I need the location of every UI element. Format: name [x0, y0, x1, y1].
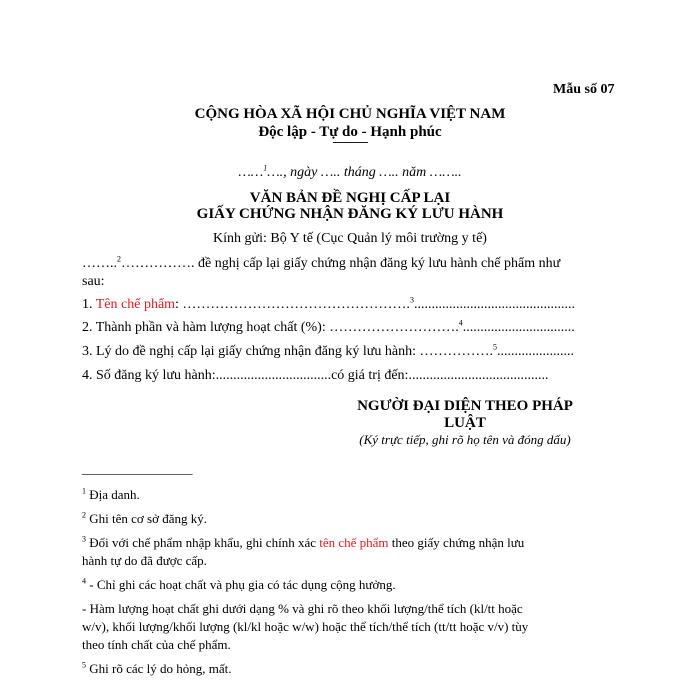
item-3-reason	[82, 344, 574, 360]
form-number: Mẫu số 07	[553, 82, 615, 97]
footnote-3-line2: hành tự do đã được cấp.	[82, 553, 207, 568]
item-2-text: 2. Thành phần và hàm lượng hoạt chất (%): ……………………….	[82, 320, 459, 335]
footnote-3-number: 3	[82, 534, 86, 544]
item-1-dots-2: ..............................................	[413, 297, 575, 312]
footnote-4-number: 4	[82, 576, 86, 586]
footnote-5-number: 5	[82, 660, 86, 670]
footnote-2	[82, 511, 207, 527]
footnote-2-number: 2	[82, 510, 86, 520]
footnote-ref-1: 1	[263, 163, 268, 173]
recipient: Kính gửi: Bộ Y tế (Cục Quản lý môi trường y tế)	[213, 231, 487, 246]
applicant-dots: ……..	[82, 256, 117, 271]
footnote-ref-2: 2	[117, 254, 121, 264]
motto: Độc lập - Tự do - Hạnh phúc	[258, 124, 442, 140]
item-3-text: 3. Lý do đề nghị cấp lại giấy chứng nhận đăng ký lưu hành: …………….	[82, 344, 493, 359]
item-3-dots-2: ......................	[497, 344, 574, 359]
footnote-4b-line2: w/v), khối lượng/khối lượng (kl/kl hoặc w/w) hoặc thể tích/thể tích (tt/tt hoặc v/v) tùy	[82, 619, 529, 634]
footnote-3-text-end: theo giấy chứng nhận lưu	[388, 535, 525, 550]
date-text: …., ngày ….. tháng ….. năm ……..	[267, 165, 462, 180]
footnote-1-number: 1	[82, 486, 86, 496]
signature-title-line1: NGƯỜI ĐẠI DIỆN THEO PHÁP	[357, 398, 573, 414]
signature-note: (Ký trực tiếp, ghi rõ họ tên và đóng dấu)	[359, 432, 571, 447]
product-name-label: Tên chế phẩm	[95, 297, 176, 312]
country-name: CỘNG HÒA XÃ HỘI CHỦ NGHĨA VIỆT NAM	[194, 106, 506, 122]
footnote-1-text: Địa danh.	[86, 487, 140, 502]
footnote-5-text: Ghi rõ các lý do hỏng, mất.	[86, 661, 232, 676]
footnote-ref-3: 3	[409, 295, 414, 305]
item-2-dots-2: ................................	[462, 320, 575, 335]
item-2-ingredients	[82, 320, 575, 336]
applicant-continuation: sau:	[82, 274, 105, 289]
footnote-4	[82, 577, 396, 593]
applicant-line	[82, 256, 560, 272]
footnote-3-highlight: tên chế phẩm	[319, 535, 389, 550]
footnote-separator: _________________	[82, 461, 193, 476]
motto-rule: ---------------	[332, 137, 368, 148]
item-1-dots: : ………………………………………….	[175, 297, 410, 312]
item-1-product-name	[82, 297, 575, 313]
footnote-4-text: - Chỉ ghi các hoạt chất và phụ gia có tác dụng cộng hưởng.	[86, 577, 396, 592]
document-title-line2: GIẤY CHỨNG NHẬN ĐĂNG KÝ LƯU HÀNH	[196, 206, 504, 222]
footnote-3-text: Đối với chế phẩm nhập khẩu, ghi chính xác	[86, 535, 320, 550]
footnote-1	[82, 487, 140, 503]
item-1-number: 1.	[82, 297, 96, 312]
signature-title-line2: LUẬT	[444, 415, 486, 431]
applicant-text: ……………. đề nghị cấp lại giấy chứng nhận đăng ký lưu hành chế phẩm như	[121, 256, 561, 271]
footnote-3	[82, 535, 524, 551]
place-date-line	[150, 165, 550, 181]
footnote-4b-line3: theo tính chất của chế phẩm.	[82, 637, 231, 652]
footnote-ref-5: 5	[493, 342, 497, 352]
place-dots: ……	[238, 165, 264, 180]
document-title-line1: VĂN BẢN ĐỀ NGHỊ CẤP LẠI	[249, 190, 451, 206]
footnote-2-text: Ghi tên cơ sở đăng ký.	[86, 511, 207, 526]
item-4-registration: 4. Số đăng ký lưu hành:.................................có giá trị đến:........................................	[82, 368, 549, 383]
footnote-5	[82, 661, 232, 677]
footnote-4b-line1: - Hàm lượng hoạt chất ghi dưới dạng % và ghi rõ theo khối lượng/thể tích (kl/tt hoặc	[82, 601, 523, 616]
footnote-ref-4: 4	[458, 318, 463, 328]
